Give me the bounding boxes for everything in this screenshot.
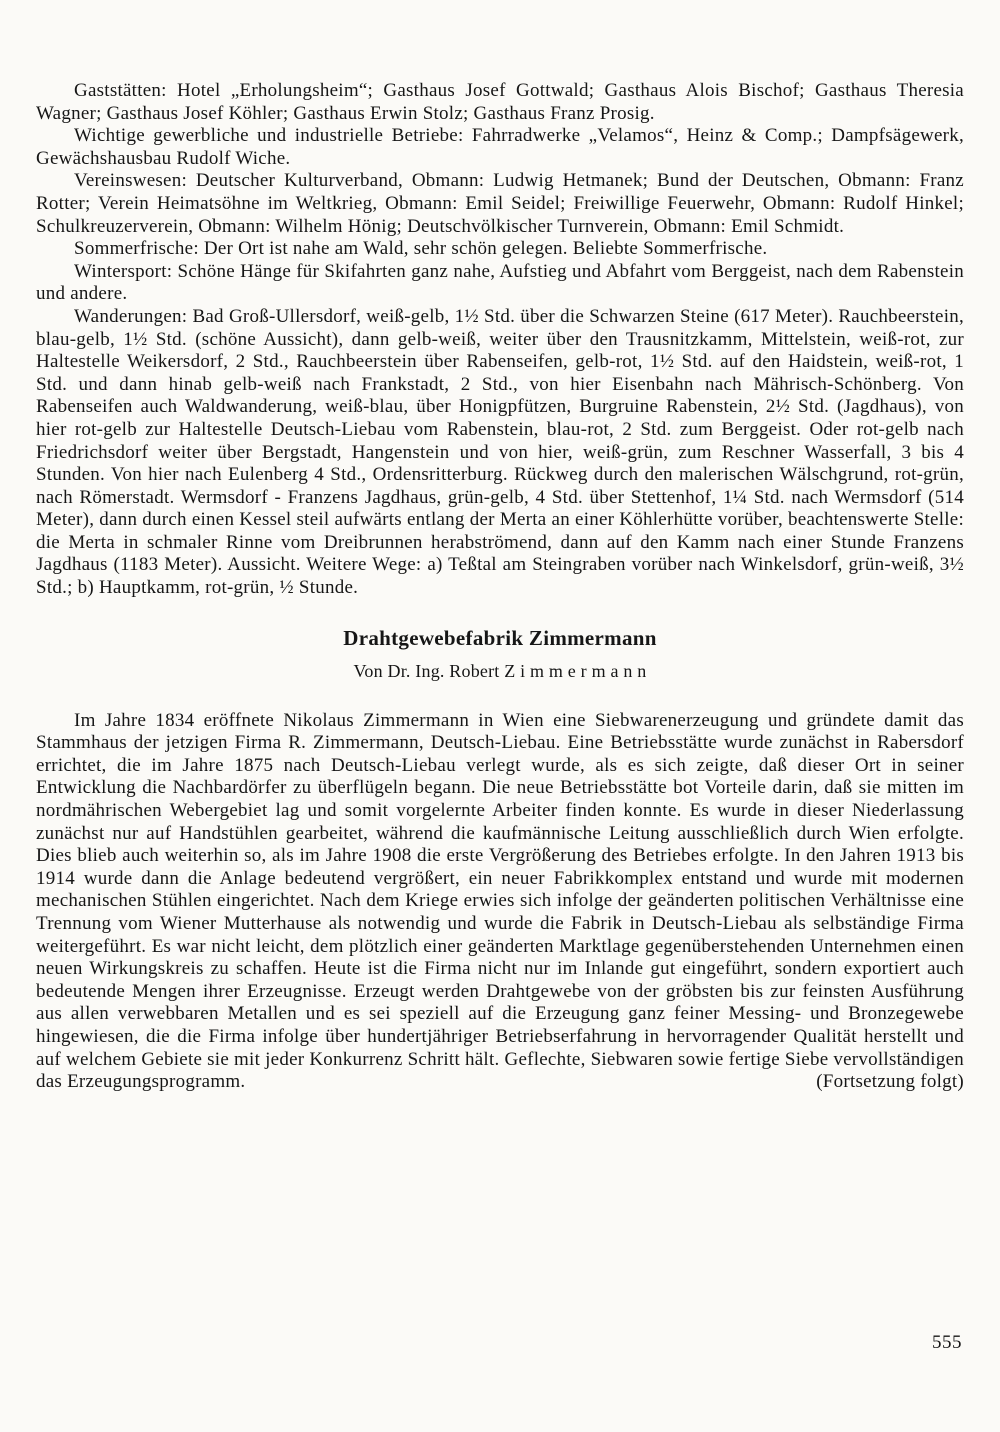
paragraph-wanderungen: Wanderungen: Bad Groß-Ullersdorf, weiß-gelb, 1½ Std. über die Schwarzen Steine (617 Meter). Rauchbeerstein, blau-gelb, 1½ Std. (schöne Aussicht), dann gelb-weiß, weiter über den Trausnitzkamm, Mittelstein, weiß-rot, zur Haltestelle Weikersdorf, 2 Std., Rauchbeerstein über Rabenseifen, gelb-rot, 1½ Std. auf den Haidstein, weiß-rot, 1 Std. und dann hinab gelb-weiß nach Frankstadt, 2 Std., von hier Eisenbahn nach Mährisch-Schönberg. Von Rabenseifen auch Waldwanderung, weiß-blau, über Honigpfützen, Burgruine Rabenstein, 2½ Std. (Jagdhaus), von hier rot-gelb zur Haltestelle Deutsch-Liebau vom Rabenstein, blau-rot, 2 Std. zum Berggeist. Oder rot-gelb nach Friedrichsdorf weiter über Bergstadt, Hangenstein und von hier, weiß-grün, zum Reschner Wasserfall, 3 bis 4 Stunden. Von hier nach Eulenberg 4 Std., Ordensritterburg. Rückweg durch den malerischen Wälschgrund, rot-grün, nach Römerstadt. Wermsdorf - Franzens Jagdhaus, grün-gelb, 4 Std. über Stettenhof, 1¼ Std. nach Wermsdorf (514 Meter), dann durch einen Kessel steil aufwärts entlang der Merta an einer Köhlerhütte vorüber, beachtenswerte Stelle: die Merta in schmaler Rinne vom Dreibrunnen herabströmend, dann auf den Kamm nach einer Stunde Franzens Jagdhaus (1183 Meter). Aussicht. Weitere Wege: a) Teßtal am Steingraben vorüber nach Winkelsdorf, grün-weiß, 3½ Std.; b) Hauptkamm, rot-grün, ½ Stunde. <box>36 305 964 599</box>
paragraph-gaststaetten: Gaststätten: Hotel „Erholungsheim“; Gasthaus Josef Gottwald; Gasthaus Alois Bischof; Gasthaus Theresia Wagner; Gasthaus Josef Köhler; Gasthaus Erwin Stolz; Gasthaus Franz Prosig. <box>36 80 964 124</box>
paragraph-wintersport: Wintersport: Schöne Hänge für Skifahrten ganz nahe, Aufstieg und Abfahrt vom Berggeist, nach dem Rabenstein und andere. <box>36 260 964 305</box>
gazetteer-section <box>36 80 964 600</box>
paragraph-betriebe: Wichtige gewerbliche und industrielle Betriebe: Fahrradwerke „Velamos“, Heinz & Comp.; Dampfsägewerk, Gewächshausbau Rudolf Wiche. <box>36 125 964 169</box>
article-paragraph-text: Im Jahre 1834 eröffnete Nikolaus Zimmermann in Wien eine Siebwarenerzeugung und gründete damit das Stammhaus der jetzigen Firma R. Zimmermann, Deutsch-Liebau. Eine Betriebsstätte wurde zunächst in Rabersdorf errichtet, die im Jahre 1875 nach Deutsch-Liebau verlegt wurde, als es sich zeigte, daß dieser Ort in seiner Entwicklung die Nachbardörfer zu überflügeln begann. Die neue Betriebsstätte bot Vorteile darin, daß sie mitten im nordmährischen Webergebiet lag und somit vorgelernte Arbeiter finden konnte. Es wurde in dieser Niederlassung zunächst nur auf Handstühlen gearbeitet, während die kaufmännische Leitung ausschließlich durch Wien erfolgte. Dies blieb auch weiterhin so, als im Jahre 1908 die erste Vergrößerung des Betriebes erfolgte. In den Jahren 1913 bis 1914 wurde dann die Anlage bedeutend vergrößert, ein neuer Fabrikkomplex entstand und wurde mit modernen mechanischen Stühlen eingerichtet. Nach dem Kriege erwies sich infolge der geänderten politischen Verhältnisse eine Trennung vom Wiener Mutterhause als notwendig und wurde die Fabrik in Deutsch-Liebau als selbständige Firma weitergeführt. Es war nicht leicht, dem plötzlich einer geänderten Marktlage gegenüberstehenden Unternehmen einen neuen Wirkungskreis zu schaffen. Heute ist die Firma nicht nur im Inlande gut eingeführt, sondern exportiert auch bedeutende Mengen ihrer Erzeugnisse. Erzeugt werden Drahtgewebe von der gröbsten bis zur feinsten Ausführung aus allen verwebbaren Metallen und es sei speziell auf die Erzeugung ganz feiner Messing- und Bronzegewebe hingewiesen, die die Firma infolge über hundertjähriger Betriebserfahrung in hervorragender Qualität herstellt und auf welchem Gebiete sie mit jeder Konkurrenz Schritt hält. Geflechte, Siebwaren sowie fertige Siebe vervollständigen das Erzeugungsprogramm. <box>36 709 965 1093</box>
article-title: Drahtgewebefabrik Zimmermann <box>343 625 657 650</box>
paragraph-vereinswesen: Vereinswesen: Deutscher Kulturverband, Obmann: Ludwig Hetmanek; Bund der Deutschen, Obmann: Franz Rotter; Verein Heimatsöhne im Weltkrieg, Obmann: Emil Seidel; Freiwillige Feuerwehr, Obmann: Rudolf Hinkel; Schulkreuzerverein, Obmann: Wilhelm Hönig; Deutschvölkischer Turnverein, Obmann: Emil Schmidt. <box>36 170 964 237</box>
continuation-note: (Fortsetzung folgt) <box>816 1071 964 1093</box>
page-number: 555 <box>932 1332 962 1353</box>
paragraph-sommerfrische: Sommerfrische: Der Ort ist nahe am Wald, sehr schön gelegen. Beliebte Sommerfrische. <box>74 238 768 260</box>
article-body <box>36 710 964 1094</box>
article-paragraph <box>36 710 964 1094</box>
article-byline: Von Dr. Ing. Robert Z i m m e r m a n n <box>353 660 647 681</box>
